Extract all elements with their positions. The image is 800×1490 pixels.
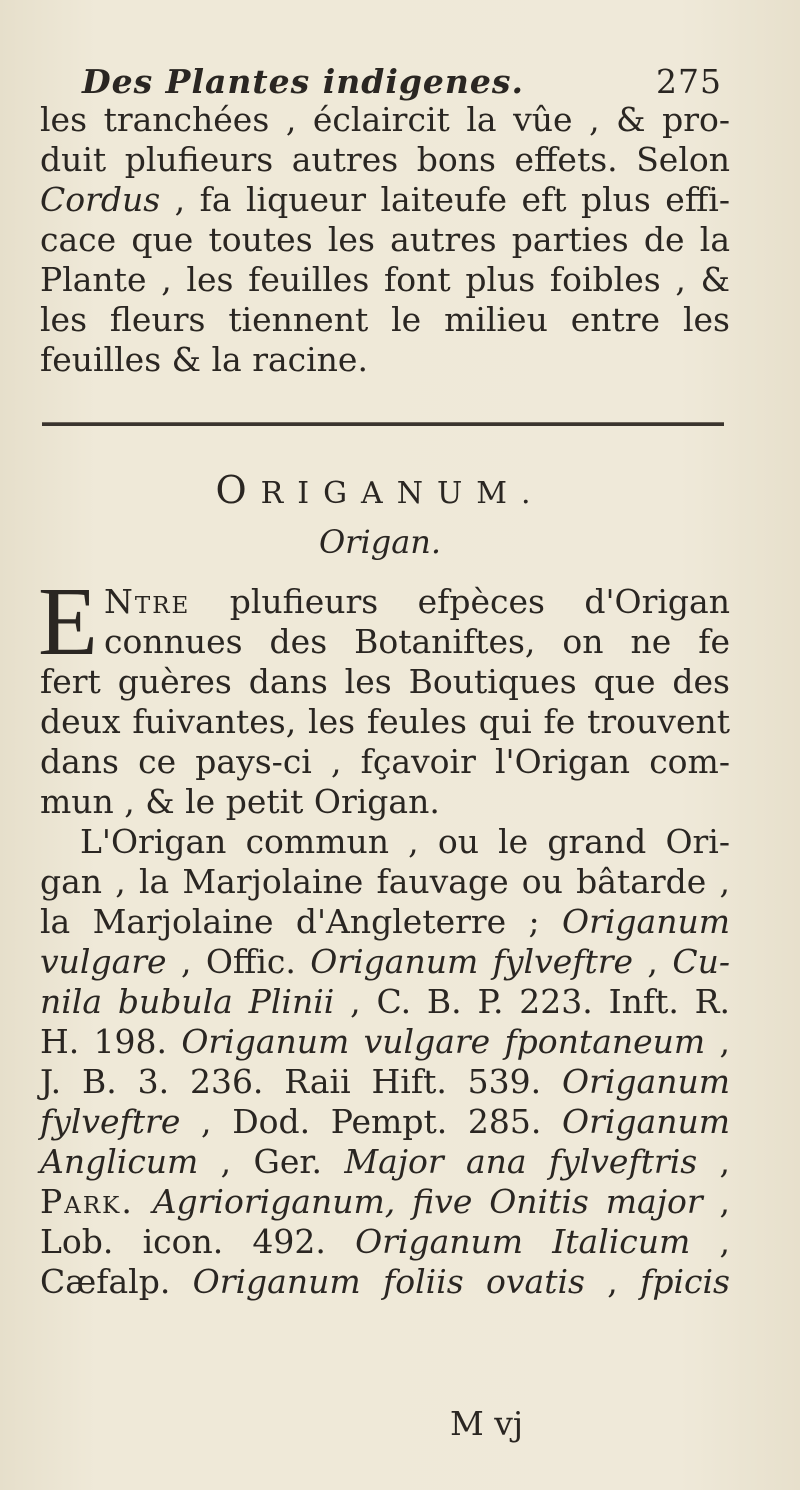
text-line — [40, 942, 730, 982]
running-title: Des Plantes indigenes. — [82, 62, 524, 101]
text-line: feuilles & la racine. — [40, 340, 368, 379]
text-line — [40, 982, 730, 1022]
continued-paragraph — [40, 100, 730, 380]
text-span: , — [697, 1142, 731, 1181]
text-line: dans ce pays-ci , fçavoir l'Origan com- — [40, 742, 730, 781]
text-span: , fa liqueur laiteufe eft plus effi- — [160, 180, 730, 219]
signature-mark: M vj — [450, 1404, 524, 1443]
italic-span: fylveftre — [40, 1102, 181, 1141]
section-divider — [42, 422, 724, 426]
text-span: plufieurs efpèces d'Origan — [190, 582, 730, 621]
text-line: les fleurs tiennent le milieu entre les — [40, 300, 730, 339]
italic-span: Origanum Italicum — [355, 1222, 691, 1261]
text-line: les tranchées , éclaircit la vûe , & pro- — [40, 100, 730, 139]
text-span: la Marjolaine d'Angleterre ; — [40, 902, 563, 941]
text-line — [40, 1062, 730, 1102]
section-title-initial: O — [215, 468, 261, 512]
text-span: H. 198. — [40, 1022, 182, 1061]
italic-span: Origanum — [562, 1102, 730, 1141]
text-line: duit plufieurs autres bons effets. Selon — [40, 140, 730, 179]
italic-span: Origanum — [562, 902, 730, 941]
text-span: , Offic. — [166, 942, 311, 981]
italic-span: Anglicum — [40, 1142, 199, 1181]
italic-span: Major ana fylveftris — [344, 1142, 698, 1181]
text-line — [40, 1262, 730, 1302]
section-title — [0, 468, 760, 512]
text-span: J. B. 3. 236. Raii Hift. 539. — [40, 1062, 563, 1101]
text-span: , Dod. Pempt. 285. — [180, 1102, 563, 1141]
main-text — [38, 568, 731, 1302]
small-caps-word: Ntre — [104, 582, 191, 621]
text-line — [40, 1182, 730, 1222]
section-title-rest: RIGANUM. — [260, 476, 545, 511]
italic-span: Origanum — [562, 1062, 730, 1101]
italic-span: Cu- — [672, 942, 730, 981]
text-line: connues des Botaniftes, on ne fe — [104, 622, 730, 661]
italic-span: nila bubula Plinii — [40, 982, 335, 1021]
text-span: , Ger. — [198, 1142, 345, 1181]
section-subtitle: Origan. — [318, 523, 442, 561]
text-line — [40, 902, 730, 942]
text-span: , — [584, 1262, 641, 1301]
italic-span: fpicis — [640, 1262, 730, 1301]
text-line — [40, 1142, 730, 1182]
text-span: , — [702, 1182, 730, 1221]
text-span: Lob. icon. 492. — [40, 1222, 356, 1261]
text-span: , — [705, 1022, 730, 1061]
text-line: fert guères dans les Boutiques que des — [40, 662, 730, 701]
text-line: deux fuivantes, les feules qui fe trouvent — [40, 702, 730, 741]
italic-span: Origanum foliis ovatis — [192, 1262, 585, 1301]
text-line: cace que toutes les autres parties de la — [40, 220, 730, 259]
text-line-content — [40, 180, 730, 219]
text-span: , C. B. P. 223. Inft. R. — [334, 982, 730, 1021]
italic-span: Origanum vulgare fpontaneum — [181, 1022, 706, 1061]
text-line — [40, 1102, 730, 1142]
text-line — [40, 180, 730, 220]
text-line: L'Origan commun , ou le grand Ori- — [80, 822, 730, 861]
text-line: gan , la Marjolaine fauvage ou bâtarde , — [40, 862, 730, 901]
drop-cap: E — [38, 568, 98, 676]
text-span: Park. — [40, 1182, 153, 1221]
text-line: Plante , les feuilles font plus foibles , & — [40, 260, 730, 299]
italic-span: Origanum fylveftre — [310, 942, 634, 981]
page-number: 275 — [656, 62, 722, 101]
text-line — [40, 1022, 730, 1062]
text-span: , — [690, 1222, 730, 1261]
italic-span: Agrioriganum, five Onitis major — [152, 1182, 703, 1221]
text-span: Cæfalp. — [40, 1262, 193, 1301]
italic-span: vulgare — [40, 942, 167, 981]
text-line — [40, 582, 730, 622]
text-line — [40, 1222, 730, 1262]
italic-span: Cordus — [40, 180, 161, 219]
text-span: , — [633, 942, 673, 981]
text-line: mun , & le petit Origan. — [40, 782, 440, 821]
